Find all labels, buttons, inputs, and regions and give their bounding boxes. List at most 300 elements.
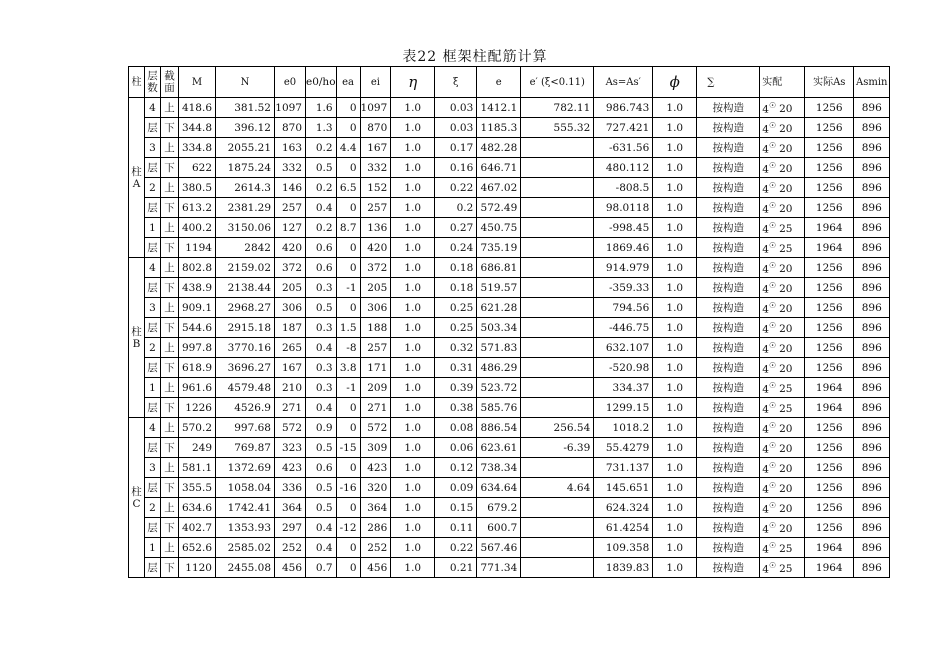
cell-e-prime — [521, 218, 594, 238]
cell-floor: 层 — [145, 238, 161, 258]
rebar-grade-icon: ☉ — [768, 200, 777, 210]
cell-e-prime — [521, 458, 594, 478]
cell-asmin: 896 — [854, 258, 890, 278]
cell-as: -446.75 — [594, 318, 653, 338]
cell-n: 1353.93 — [216, 518, 275, 538]
cell-e0-ho: 0.4 — [306, 398, 337, 418]
cell-e0-ho: 0.5 — [306, 298, 337, 318]
cell-m: 997.8 — [179, 338, 216, 358]
cell-ea: 8.7 — [336, 218, 360, 238]
cell-eta: 1.0 — [391, 298, 435, 318]
rebar-grade-icon: ☉ — [768, 320, 777, 330]
rebar-grade-icon: ☉ — [768, 440, 777, 450]
cell-n: 2159.02 — [216, 258, 275, 278]
header-actual-as: 实际As — [805, 67, 854, 98]
cell-asmin: 896 — [854, 538, 890, 558]
cell-as: 98.0118 — [594, 198, 653, 218]
cell-reinforcement — [760, 338, 805, 358]
cell-reinforcement — [760, 478, 805, 498]
bar-diameter: 20 — [779, 163, 793, 176]
cell-actual-as: 1256 — [805, 178, 854, 198]
cell-section: 下 — [161, 158, 179, 178]
cell-eta: 1.0 — [391, 198, 435, 218]
header-phi: ϕ — [653, 67, 697, 98]
cell-floor: 2 — [145, 178, 161, 198]
cell-section: 上 — [161, 538, 179, 558]
cell-e0: 1097 — [275, 98, 306, 118]
cell-ei: 167 — [360, 138, 391, 158]
cell-e0: 372 — [275, 258, 306, 278]
bar-count: 4 — [762, 463, 769, 476]
cell-reinforcement — [760, 358, 805, 378]
cell-xi: 0.2 — [435, 198, 477, 218]
bar-count: 4 — [762, 223, 769, 236]
cell-asmin: 896 — [854, 398, 890, 418]
bar-diameter: 20 — [779, 363, 793, 376]
cell-asmin: 896 — [854, 138, 890, 158]
bar-count: 4 — [762, 183, 769, 196]
cell-e-prime: 555.32 — [521, 118, 594, 138]
cell-sum: 按构造 — [697, 358, 760, 378]
cell-as: 334.37 — [594, 378, 653, 398]
cell-phi: 1.0 — [653, 518, 697, 538]
rebar-grade-icon: ☉ — [768, 380, 777, 390]
cell-phi: 1.0 — [653, 118, 697, 138]
cell-ei: 252 — [360, 538, 391, 558]
cell-e: 486.29 — [477, 358, 521, 378]
cell-n: 1058.04 — [216, 478, 275, 498]
cell-as: -631.56 — [594, 138, 653, 158]
cell-n: 2968.27 — [216, 298, 275, 318]
cell-floor: 3 — [145, 458, 161, 478]
cell-e-prime — [521, 198, 594, 218]
bar-diameter: 25 — [779, 383, 793, 396]
cell-e-prime — [521, 358, 594, 378]
cell-e: 519.57 — [477, 278, 521, 298]
cell-e0-ho: 0.2 — [306, 138, 337, 158]
cell-e: 735.19 — [477, 238, 521, 258]
cell-m: 909.1 — [179, 298, 216, 318]
cell-xi: 0.25 — [435, 318, 477, 338]
cell-e0: 870 — [275, 118, 306, 138]
rebar-grade-icon: ☉ — [768, 280, 777, 290]
cell-e0-ho: 0.7 — [306, 558, 337, 578]
cell-eta: 1.0 — [391, 498, 435, 518]
cell-actual-as: 1964 — [805, 218, 854, 238]
cell-phi: 1.0 — [653, 138, 697, 158]
cell-ei: 306 — [360, 298, 391, 318]
cell-ea: -1 — [336, 278, 360, 298]
cell-asmin: 896 — [854, 198, 890, 218]
cell-ei: 372 — [360, 258, 391, 278]
cell-as: 794.56 — [594, 298, 653, 318]
cell-ea: 1.5 — [336, 318, 360, 338]
header-n: N — [216, 67, 275, 98]
cell-n: 2455.08 — [216, 558, 275, 578]
cell-sum: 按构造 — [697, 318, 760, 338]
cell-ea: 6.5 — [336, 178, 360, 198]
cell-e0: 252 — [275, 538, 306, 558]
table-row — [129, 558, 890, 578]
cell-xi: 0.38 — [435, 398, 477, 418]
cell-e0: 187 — [275, 318, 306, 338]
cell-as: 727.421 — [594, 118, 653, 138]
cell-ei: 870 — [360, 118, 391, 138]
cell-e0: 167 — [275, 358, 306, 378]
cell-section: 上 — [161, 98, 179, 118]
cell-as: 914.979 — [594, 258, 653, 278]
bar-count: 4 — [762, 363, 769, 376]
table-row — [129, 98, 890, 118]
bar-diameter: 20 — [779, 443, 793, 456]
bar-diameter: 20 — [779, 463, 793, 476]
cell-reinforcement — [760, 178, 805, 198]
cell-ei: 320 — [360, 478, 391, 498]
cell-ei: 257 — [360, 198, 391, 218]
cell-section: 下 — [161, 558, 179, 578]
cell-eta: 1.0 — [391, 158, 435, 178]
cell-m: 581.1 — [179, 458, 216, 478]
cell-n: 1875.24 — [216, 158, 275, 178]
cell-section: 上 — [161, 378, 179, 398]
cell-phi: 1.0 — [653, 158, 697, 178]
cell-actual-as: 1256 — [805, 278, 854, 298]
cell-phi: 1.0 — [653, 498, 697, 518]
cell-n: 769.87 — [216, 438, 275, 458]
cell-n: 2138.44 — [216, 278, 275, 298]
cell-phi: 1.0 — [653, 478, 697, 498]
cell-sum: 按构造 — [697, 398, 760, 418]
cell-floor: 3 — [145, 138, 161, 158]
cell-asmin: 896 — [854, 218, 890, 238]
rebar-grade-icon: ☉ — [768, 240, 777, 250]
rebar-grade-icon: ☉ — [768, 340, 777, 350]
cell-ea: 4.4 — [336, 138, 360, 158]
cell-phi: 1.0 — [653, 238, 697, 258]
rebar-grade-icon: ☉ — [768, 300, 777, 310]
cell-floor: 层 — [145, 318, 161, 338]
cell-e0-ho: 0.6 — [306, 238, 337, 258]
cell-n: 4526.9 — [216, 398, 275, 418]
cell-ea: 3.8 — [336, 358, 360, 378]
bar-diameter: 25 — [779, 403, 793, 416]
cell-xi: 0.17 — [435, 138, 477, 158]
cell-eta: 1.0 — [391, 238, 435, 258]
cell-m: 402.7 — [179, 518, 216, 538]
header-ea: ea — [336, 67, 360, 98]
rebar-grade-icon: ☉ — [768, 360, 777, 370]
cell-m: 544.6 — [179, 318, 216, 338]
table-row — [129, 198, 890, 218]
table-row — [129, 218, 890, 238]
bar-diameter: 25 — [779, 243, 793, 256]
cell-phi: 1.0 — [653, 338, 697, 358]
cell-e0-ho: 0.2 — [306, 178, 337, 198]
cell-m: 961.6 — [179, 378, 216, 398]
cell-e: 585.76 — [477, 398, 521, 418]
cell-ea: 0 — [336, 258, 360, 278]
cell-e0-ho: 0.3 — [306, 278, 337, 298]
cell-as: 632.107 — [594, 338, 653, 358]
cell-phi: 1.0 — [653, 398, 697, 418]
cell-section: 上 — [161, 458, 179, 478]
cell-e0: 265 — [275, 338, 306, 358]
cell-e0-ho: 0.5 — [306, 498, 337, 518]
cell-floor: 层 — [145, 278, 161, 298]
cell-m: 438.9 — [179, 278, 216, 298]
cell-xi: 0.21 — [435, 558, 477, 578]
cell-section: 下 — [161, 198, 179, 218]
cell-e: 771.34 — [477, 558, 521, 578]
cell-e: 503.34 — [477, 318, 521, 338]
cell-floor: 层 — [145, 558, 161, 578]
cell-e: 571.83 — [477, 338, 521, 358]
table-row — [129, 518, 890, 538]
header-ei: ei — [360, 67, 391, 98]
cell-actual-as: 1964 — [805, 558, 854, 578]
cell-xi: 0.09 — [435, 478, 477, 498]
cell-reinforcement — [760, 418, 805, 438]
column-group-label: 柱A — [129, 98, 145, 258]
cell-sum: 按构造 — [697, 438, 760, 458]
cell-e-prime — [521, 258, 594, 278]
rebar-grade-icon: ☉ — [768, 260, 777, 270]
cell-asmin: 896 — [854, 298, 890, 318]
cell-e: 567.46 — [477, 538, 521, 558]
cell-actual-as: 1256 — [805, 298, 854, 318]
cell-e-prime — [521, 298, 594, 318]
cell-n: 1742.41 — [216, 498, 275, 518]
cell-phi: 1.0 — [653, 198, 697, 218]
bar-diameter: 20 — [779, 183, 793, 196]
rebar-grade-icon: ☉ — [768, 120, 777, 130]
bar-count: 4 — [762, 303, 769, 316]
cell-ei: 205 — [360, 278, 391, 298]
bar-count: 4 — [762, 383, 769, 396]
table-row — [129, 418, 890, 438]
cell-reinforcement — [760, 438, 805, 458]
cell-section: 下 — [161, 358, 179, 378]
cell-floor: 层 — [145, 158, 161, 178]
rebar-grade-icon: ☉ — [768, 540, 777, 550]
cell-eta: 1.0 — [391, 558, 435, 578]
cell-xi: 0.27 — [435, 218, 477, 238]
rebar-grade-icon: ☉ — [768, 420, 777, 430]
cell-phi: 1.0 — [653, 458, 697, 478]
cell-m: 1226 — [179, 398, 216, 418]
cell-ei: 1097 — [360, 98, 391, 118]
cell-as: 480.112 — [594, 158, 653, 178]
cell-n: 2585.02 — [216, 538, 275, 558]
cell-e: 600.7 — [477, 518, 521, 538]
header-sum: ∑ — [697, 67, 760, 98]
cell-section: 上 — [161, 138, 179, 158]
cell-ea: 0 — [336, 418, 360, 438]
cell-asmin: 896 — [854, 438, 890, 458]
cell-asmin: 896 — [854, 378, 890, 398]
cell-e: 646.71 — [477, 158, 521, 178]
cell-e-prime: -6.39 — [521, 438, 594, 458]
cell-asmin: 896 — [854, 418, 890, 438]
column-group-label: 柱C — [129, 418, 145, 578]
cell-actual-as: 1256 — [805, 498, 854, 518]
cell-e0: 163 — [275, 138, 306, 158]
table-row — [129, 258, 890, 278]
cell-e-prime — [521, 558, 594, 578]
rebar-grade-icon: ☉ — [768, 520, 777, 530]
bar-diameter: 20 — [779, 323, 793, 336]
cell-as: 109.358 — [594, 538, 653, 558]
cell-reinforcement — [760, 118, 805, 138]
cell-section: 上 — [161, 178, 179, 198]
cell-eta: 1.0 — [391, 338, 435, 358]
cell-e-prime — [521, 538, 594, 558]
bar-count: 4 — [762, 483, 769, 496]
cell-as: -520.98 — [594, 358, 653, 378]
cell-ei: 572 — [360, 418, 391, 438]
cell-sum: 按构造 — [697, 338, 760, 358]
cell-actual-as: 1256 — [805, 518, 854, 538]
cell-e0: 420 — [275, 238, 306, 258]
cell-actual-as: 1256 — [805, 438, 854, 458]
cell-actual-as: 1256 — [805, 118, 854, 138]
cell-actual-as: 1964 — [805, 238, 854, 258]
bar-diameter: 20 — [779, 503, 793, 516]
cell-ei: 456 — [360, 558, 391, 578]
cell-n: 2381.29 — [216, 198, 275, 218]
cell-as: -998.45 — [594, 218, 653, 238]
cell-reinforcement — [760, 158, 805, 178]
cell-phi: 1.0 — [653, 258, 697, 278]
cell-actual-as: 1256 — [805, 458, 854, 478]
cell-eta: 1.0 — [391, 438, 435, 458]
cell-eta: 1.0 — [391, 138, 435, 158]
cell-ei: 257 — [360, 338, 391, 358]
rebar-grade-icon: ☉ — [768, 500, 777, 510]
cell-sum: 按构造 — [697, 418, 760, 438]
cell-e0: 332 — [275, 158, 306, 178]
bar-diameter: 20 — [779, 203, 793, 216]
cell-xi: 0.18 — [435, 258, 477, 278]
cell-xi: 0.18 — [435, 278, 477, 298]
cell-e: 886.54 — [477, 418, 521, 438]
cell-phi: 1.0 — [653, 298, 697, 318]
cell-floor: 层 — [145, 398, 161, 418]
cell-e0: 127 — [275, 218, 306, 238]
cell-xi: 0.06 — [435, 438, 477, 458]
table-row — [129, 178, 890, 198]
cell-phi: 1.0 — [653, 438, 697, 458]
cell-asmin: 896 — [854, 558, 890, 578]
cell-eta: 1.0 — [391, 358, 435, 378]
cell-n: 396.12 — [216, 118, 275, 138]
bar-count: 4 — [762, 263, 769, 276]
cell-n: 997.68 — [216, 418, 275, 438]
cell-phi: 1.0 — [653, 538, 697, 558]
cell-sum: 按构造 — [697, 478, 760, 498]
bar-diameter: 20 — [779, 123, 793, 136]
rebar-grade-icon: ☉ — [768, 560, 777, 570]
cell-e-prime: 782.11 — [521, 98, 594, 118]
cell-xi: 0.22 — [435, 178, 477, 198]
cell-reinforcement — [760, 558, 805, 578]
table-row — [129, 318, 890, 338]
cell-e: 634.64 — [477, 478, 521, 498]
cell-actual-as: 1256 — [805, 338, 854, 358]
cell-m: 380.5 — [179, 178, 216, 198]
cell-xi: 0.15 — [435, 498, 477, 518]
cell-reinforcement — [760, 318, 805, 338]
cell-actual-as: 1256 — [805, 158, 854, 178]
bar-count: 4 — [762, 323, 769, 336]
bar-count: 4 — [762, 503, 769, 516]
bar-count: 4 — [762, 523, 769, 536]
cell-section: 上 — [161, 258, 179, 278]
cell-section: 下 — [161, 398, 179, 418]
cell-sum: 按构造 — [697, 558, 760, 578]
cell-n: 3696.27 — [216, 358, 275, 378]
cell-m: 334.8 — [179, 138, 216, 158]
cell-floor: 3 — [145, 298, 161, 318]
cell-phi: 1.0 — [653, 98, 697, 118]
cell-e0-ho: 0.9 — [306, 418, 337, 438]
cell-as: 986.743 — [594, 98, 653, 118]
cell-e-prime — [521, 158, 594, 178]
cell-e: 1412.1 — [477, 98, 521, 118]
cell-n: 4579.48 — [216, 378, 275, 398]
cell-xi: 0.31 — [435, 358, 477, 378]
cell-sum: 按构造 — [697, 378, 760, 398]
cell-asmin: 896 — [854, 338, 890, 358]
cell-e-prime — [521, 498, 594, 518]
cell-asmin: 896 — [854, 178, 890, 198]
cell-sum: 按构造 — [697, 98, 760, 118]
cell-n: 381.52 — [216, 98, 275, 118]
cell-ea: 0 — [336, 558, 360, 578]
cell-e: 679.2 — [477, 498, 521, 518]
bar-count: 4 — [762, 543, 769, 556]
bar-diameter: 20 — [779, 303, 793, 316]
cell-xi: 0.16 — [435, 158, 477, 178]
cell-sum: 按构造 — [697, 538, 760, 558]
table-body — [129, 98, 890, 578]
cell-actual-as: 1964 — [805, 378, 854, 398]
cell-e0: 456 — [275, 558, 306, 578]
cell-section: 上 — [161, 338, 179, 358]
cell-reinforcement — [760, 278, 805, 298]
table-row — [129, 138, 890, 158]
cell-eta: 1.0 — [391, 398, 435, 418]
cell-ei: 332 — [360, 158, 391, 178]
rebar-grade-icon: ☉ — [768, 400, 777, 410]
cell-n: 2614.3 — [216, 178, 275, 198]
header-e0-ho: e0/ho — [306, 67, 337, 98]
header-eta: η — [391, 67, 435, 98]
cell-e0: 205 — [275, 278, 306, 298]
cell-phi: 1.0 — [653, 318, 697, 338]
cell-phi: 1.0 — [653, 218, 697, 238]
cell-floor: 1 — [145, 218, 161, 238]
cell-section: 下 — [161, 238, 179, 258]
cell-m: 418.6 — [179, 98, 216, 118]
header-floor: 层数 — [145, 67, 161, 98]
cell-ei: 420 — [360, 238, 391, 258]
cell-phi: 1.0 — [653, 418, 697, 438]
cell-e0: 323 — [275, 438, 306, 458]
cell-as: -359.33 — [594, 278, 653, 298]
bar-count: 4 — [762, 563, 769, 576]
bar-diameter: 20 — [779, 283, 793, 296]
